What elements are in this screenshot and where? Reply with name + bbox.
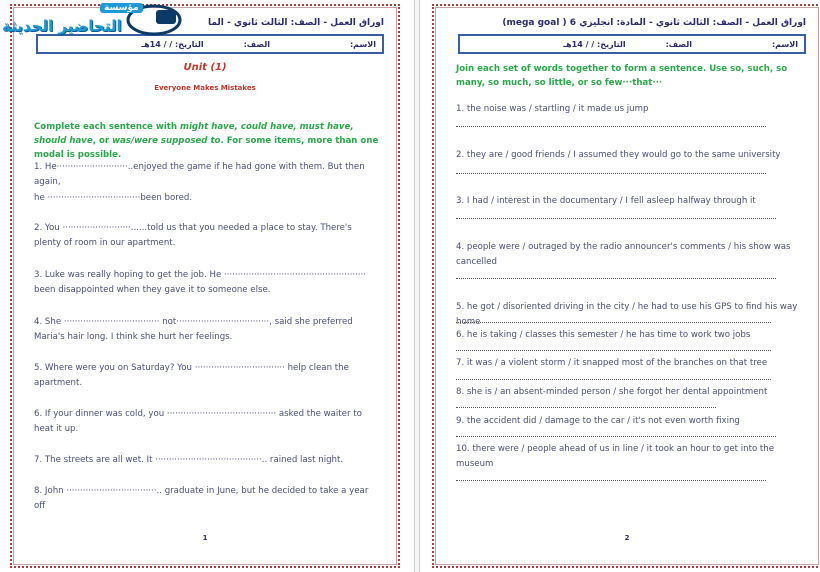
unit-title: Unit (1): [183, 62, 227, 73]
date-label: التاريخ: / / 14هـ: [141, 39, 204, 49]
worksheet-page-2: [432, 4, 820, 568]
name-label: الاسم:: [771, 39, 798, 49]
answer-line: [456, 480, 766, 481]
brand-logo: [0, 0, 190, 42]
instruction-text: Complete each sentence with: [34, 122, 180, 132]
page-header: أوراق العمل - الصف: الثالث ثانوي - المادة: انجليزي 6 ( mega goal): [502, 18, 806, 28]
question-1-cont: he ··································been bored.: [34, 193, 193, 203]
date-label: التاريخ: / / 14هـ: [563, 39, 626, 49]
answer-line: [456, 218, 776, 219]
question-6: 6. If your dinner was cold, you ········································ asked the waiter to heat it up.: [34, 409, 362, 434]
answer-line: [456, 173, 766, 174]
logo-main-text: التحاضير الحديثة: [2, 17, 122, 35]
exercise-instruction: Join each set of words together to form a sentence. Use so, such, so many, so much, so little, or so few···that···: [456, 64, 788, 88]
question-3: 3. I had / interest in the documentary / I fell asleep halfway through it: [456, 196, 756, 206]
answer-line: [456, 436, 776, 437]
class-label: الصف:: [243, 39, 270, 49]
question-2: 2. they are / good friends / I assumed they would go to the same university: [456, 150, 781, 160]
student-info-box: [458, 34, 806, 54]
name-label: الاسم:: [349, 39, 376, 49]
question-8: 8. she is / an absent-minded person / she forgot her dental appointment: [456, 387, 768, 397]
answer-line: [456, 322, 771, 323]
question-6: 6. he is taking / classes this semester / he has time to work two jobs: [456, 330, 751, 340]
question-7: 7. it was / a violent storm / it snapped most of the branches on that tree: [456, 358, 768, 368]
question-9: 9. the accident did / damage to the car / it's not even worth fixing: [456, 416, 740, 426]
question-4: 4. people were / outraged by the radio announcer's comments / his show was cancelled: [456, 242, 791, 267]
question-3: 3. Luke was really hoping to get the job. He ···················································· been disappointed when they gave it to someone else.: [34, 270, 367, 295]
question-5: 5. he got / disoriented driving in the city / he had to use his GPS to find his way home: [456, 302, 798, 327]
answer-line: [456, 407, 716, 408]
answer-line: [456, 350, 771, 351]
instruction-text: . For some items, more than one modal is possible.: [34, 136, 379, 160]
instruction-text: , or: [92, 136, 113, 146]
question-10: 10. there were / people ahead of us in line / it took an hour to get into the museum: [456, 444, 775, 469]
class-label: الصف:: [665, 39, 692, 49]
page-divider: [414, 0, 420, 572]
worksheet-page-1: [10, 4, 400, 568]
question-5: 5. Where were you on Saturday? You ································· help clean the apartment.: [34, 363, 349, 388]
answer-line: [456, 126, 766, 127]
answer-line: [456, 379, 771, 380]
exercise-instruction: [34, 120, 384, 162]
question-1: 1. He··························..enjoyed the game if he had gone with them. But then again,: [34, 162, 365, 187]
page-header: أوراق العمل - الصف: الثالث ثانوي - الما: [208, 18, 384, 28]
question-8: 8. John ·································.. graduate in June, but he decided to take a year off: [34, 486, 369, 511]
unit-subtitle: Everyone Makes Mistakes: [154, 84, 256, 92]
page-number: 1: [202, 534, 208, 542]
instruction-modals: might have, could have, must have, should have: [34, 122, 354, 146]
question-1: 1. the noise was / startling / it made us jump: [456, 104, 649, 114]
question-2: 2. You ·························......told us that you needed a place to stay. There's plenty of room in our apartment.: [34, 223, 352, 248]
logo-small-text: مؤسسة: [100, 3, 143, 13]
question-4: 4. She ··································· not··································, said she preferred Maria's hair long. I think she hurt her feelings.: [34, 317, 353, 342]
answer-line: [456, 278, 776, 279]
page-border-inner: [435, 7, 819, 565]
instruction-was-were: was/were supposed to: [112, 136, 221, 146]
question-7: 7. The streets are all wet. It ·······································.. rained last night.: [34, 455, 344, 465]
page-number: 2: [624, 534, 630, 542]
